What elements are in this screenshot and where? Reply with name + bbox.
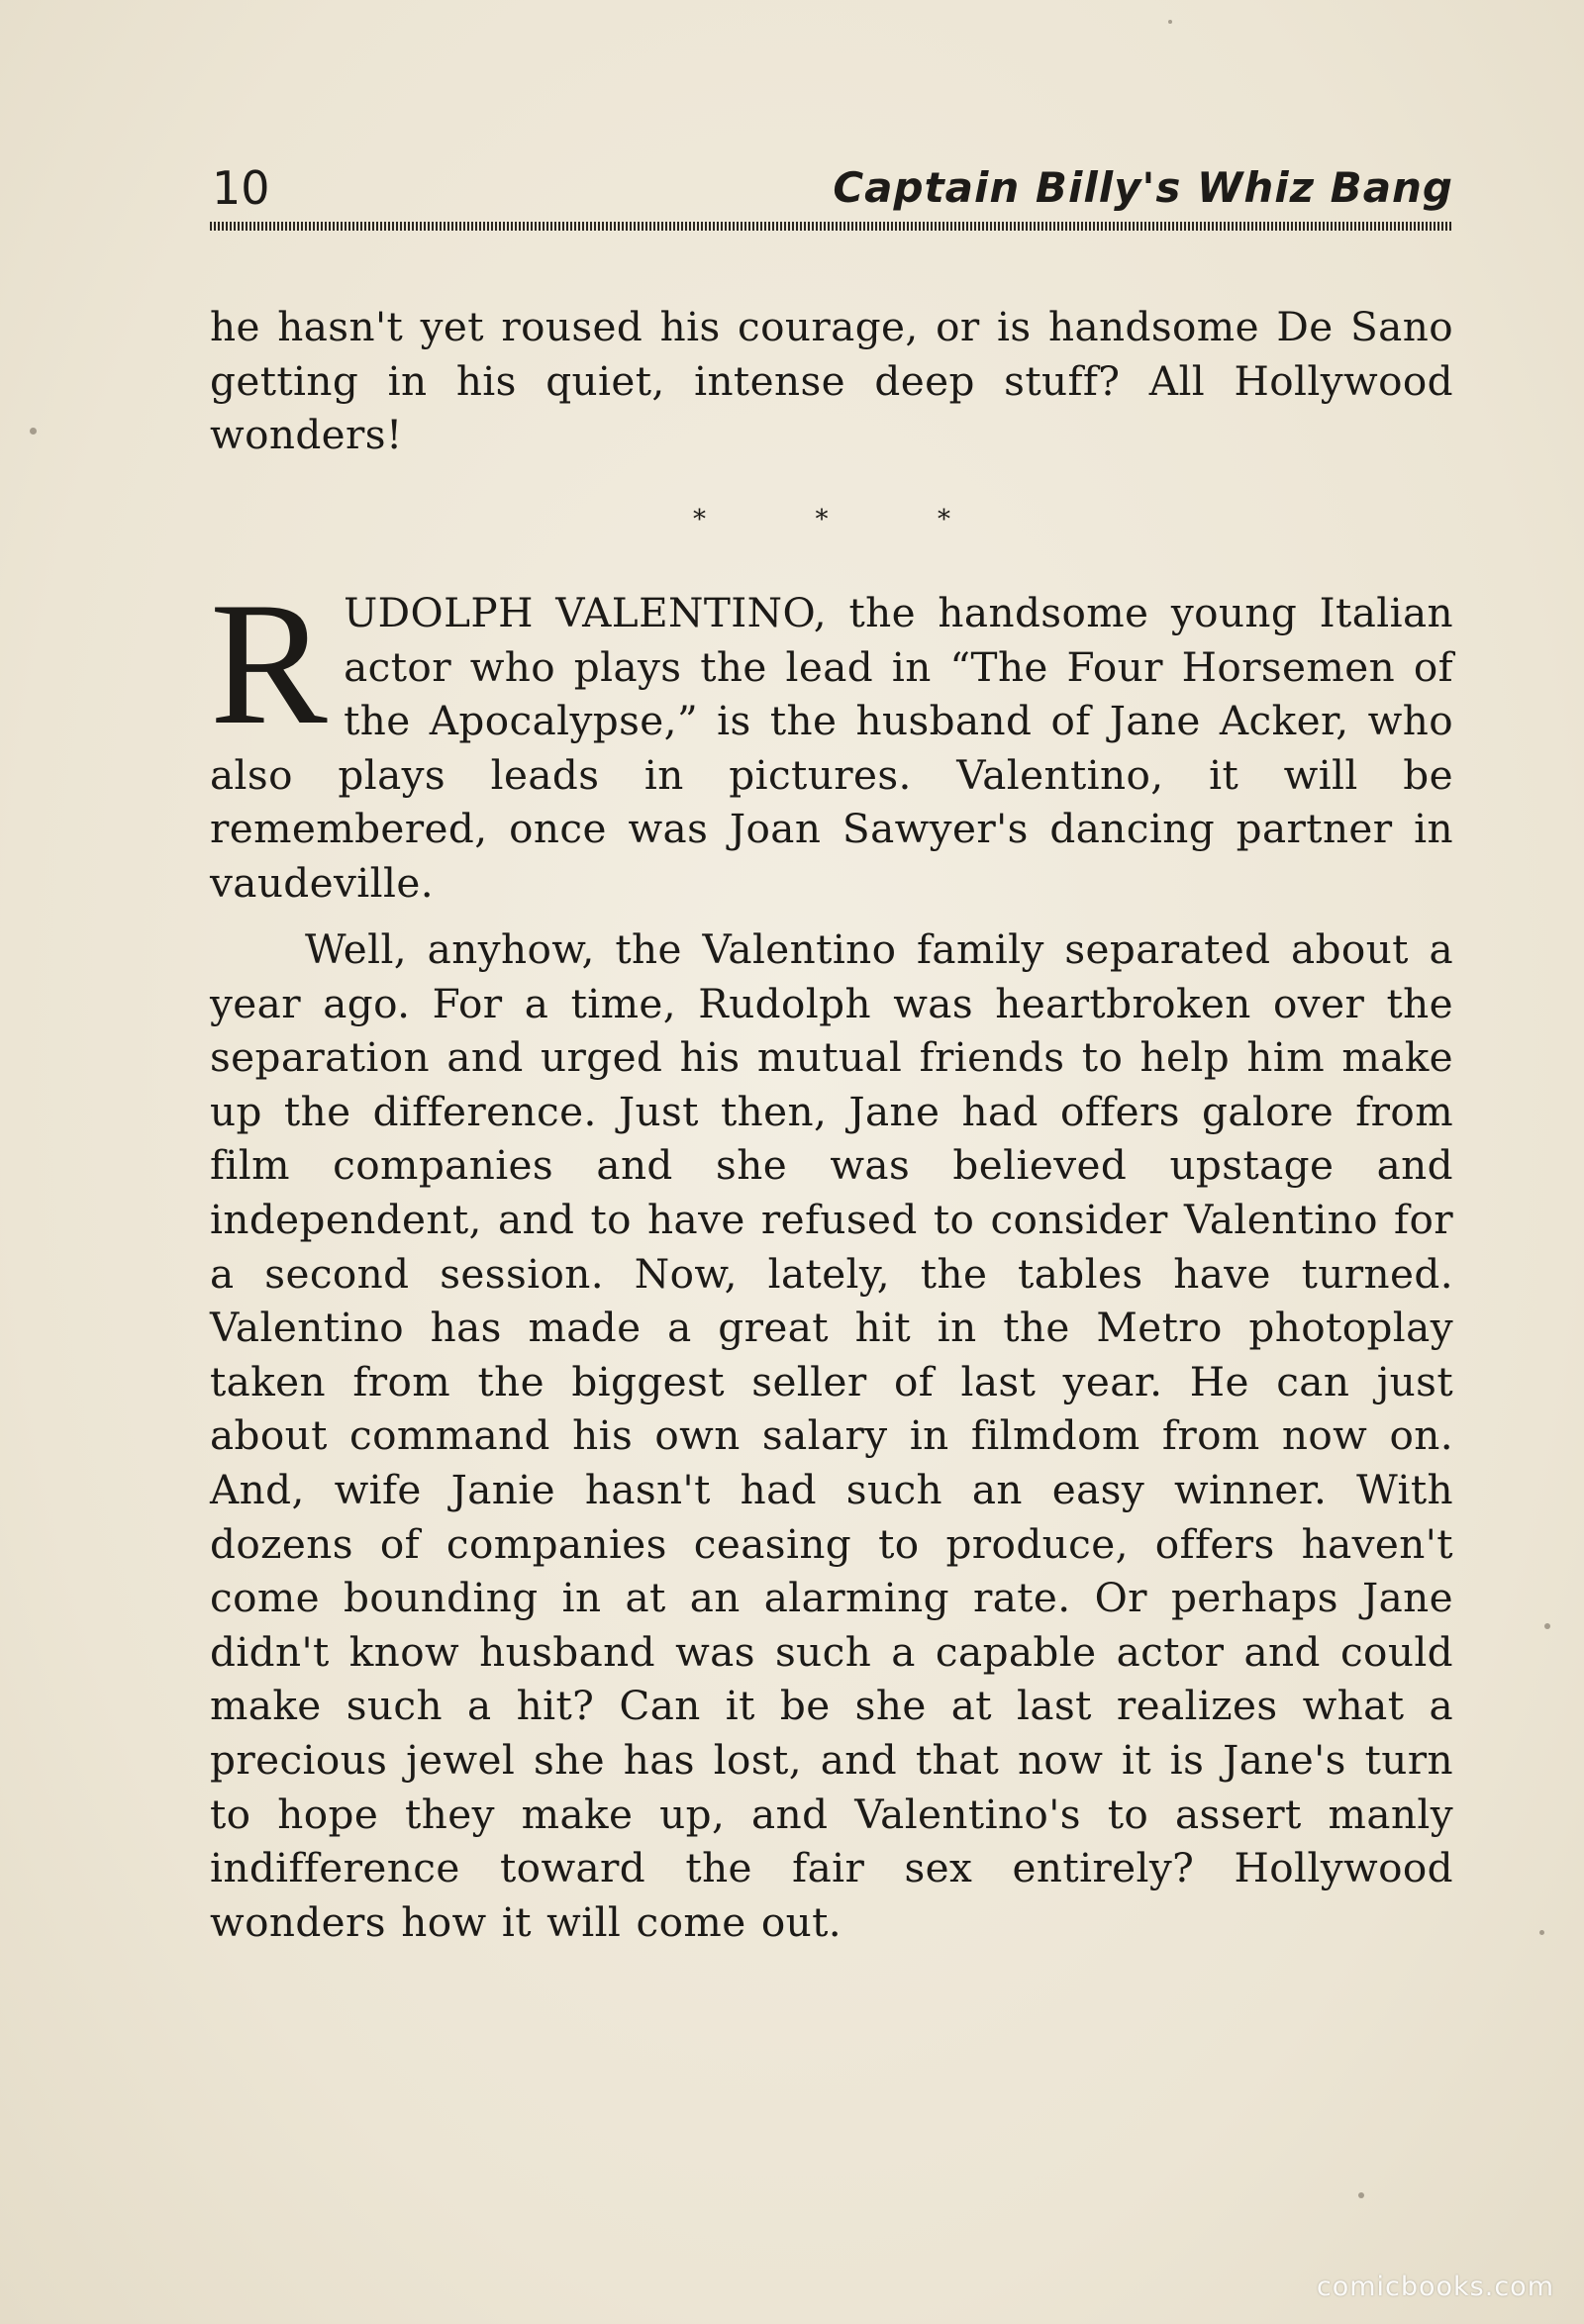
header-rule — [210, 222, 1453, 231]
separator-star: * — [938, 505, 950, 534]
running-title: Captain Billy's Whiz Bang — [833, 163, 1453, 212]
paper-speck — [1544, 1623, 1550, 1629]
paragraph-valentino — [210, 565, 1453, 911]
paper-speck — [1168, 20, 1172, 24]
page-header — [210, 158, 1453, 220]
separator-star: * — [815, 505, 829, 534]
paper-speck — [1539, 1930, 1544, 1935]
paper-speck — [1358, 2192, 1364, 2198]
paragraph-valentino-text: UDOLPH VALENTINO, the handsome young Italian actor who plays the lead in “The Four Horsemen of the Apocalypse,” is the husband of Jane Acker, who also plays leads in pictures. Valentino, it will be remembered, once was Joan Sawyer's dancing partner in vaudeville. — [210, 589, 1453, 907]
section-separator — [693, 505, 950, 534]
drop-cap: R — [210, 565, 329, 761]
paragraph-continuation: he hasn't yet roused his courage, or is handsome De Sano getting in his quiet, intense deep stuff? All Hollywood wonders! — [210, 303, 1453, 459]
paper-speck — [30, 428, 37, 435]
watermark: comicbooks.com — [1316, 2272, 1554, 2302]
paragraph-separation: Well, anyhow, the Valentino family separated about a year ago. For a time, Rudolph was heartbroken over the separation and urged his mutual friends to help him make up the difference. Just then, Jane had offers galore from film companies and she was believed upstage and independent, and to have refused to consider Valentino for a second session. Now, lately, the tables have turned. Valentino has made a great hit in the Metro photoplay taken from the biggest seller of last year. He can just about command his own salary in filmdom from now on. And, wife Janie hasn't had such an easy winner. With dozens of companies ceasing to produce, offers haven't come bounding in at an alarming rate. Or perhaps Jane didn't know husband was such a capable actor and could make such a hit? Can it be she at last realizes what a precious jewel she has lost, and that now it is Jane's turn to hope they make up, and Valentino's to assert manly indifference toward the fair sex entirely? Hollywood wonders how it will come out. — [210, 925, 1453, 1946]
separator-star: * — [693, 505, 706, 534]
page-number: 10 — [212, 161, 270, 215]
